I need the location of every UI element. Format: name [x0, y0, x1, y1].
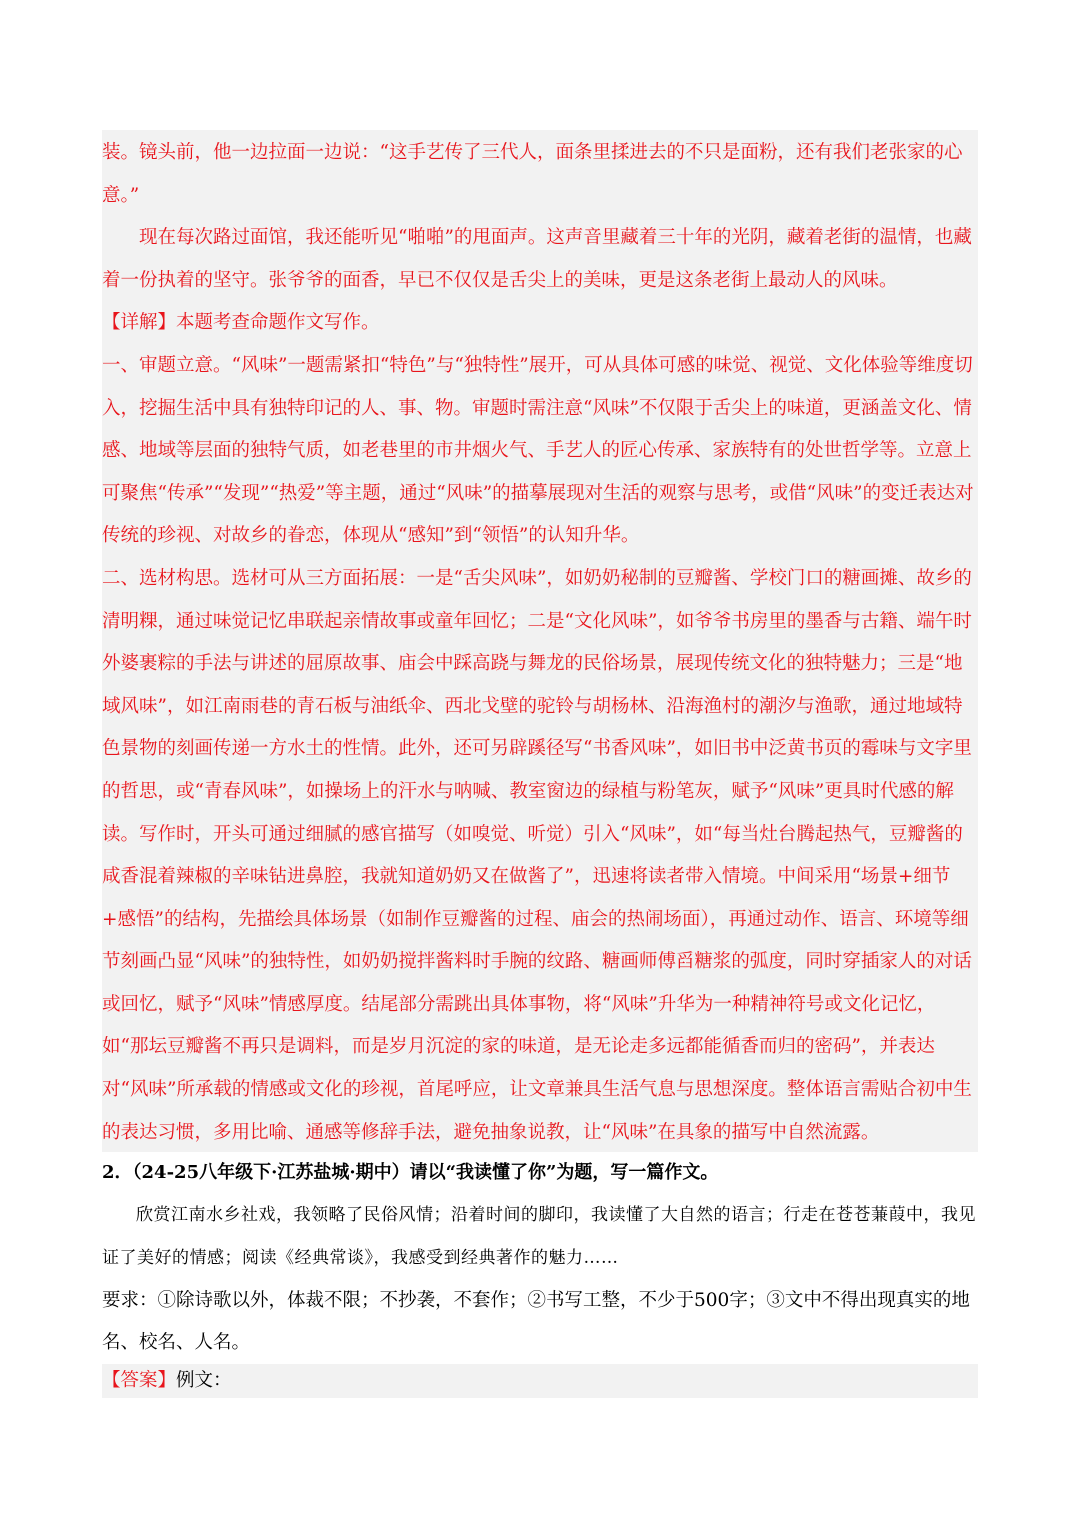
- analysis-heading: 【详解】本题考查命题作文写作。: [102, 312, 380, 334]
- question-2-title: 2．（24-25八年级下·江苏盐城·期中）请以“我读懂了你”为题，写一篇作文。: [102, 1162, 719, 1183]
- question-2-prompt: 欣赏江南水乡社戏，我领略了民俗风情；沿着时间的脚印，我读懂了大自然的语言；行走在苍苍蒹葭中，我见证了美好的情感；阅读《经典常谈》，我感受到经典著作的魅力……: [102, 1205, 976, 1268]
- answer-shaded-block: [102, 130, 978, 1152]
- answer-tag: 【答案】: [102, 1370, 177, 1391]
- answer-label-block: [102, 1364, 978, 1398]
- answer-text: 例文：: [176, 1370, 232, 1391]
- essay-paragraph-end: 装。镜头前，他一边拉面一边说：“这手艺传了三代人，面条里揉进去的不只是面粉，还有我们老张家的心意。”: [102, 142, 963, 206]
- answer-label: [102, 1364, 978, 1398]
- analysis-part-1: 一、审题立意。“风味”一题需紧扣“特色”与“独特性”展开，可从具体可感的味觉、视觉、文化体验等维度切入，挖掘生活中具有独特印记的人、事、物。审题时需注意“风味”不仅限于舌尖上的味道，更涵盖文化、情感、地域等层面的独特气质，如老巷里的市井烟火气、手艺人的匠心传承、家族特有的处世哲学等。立意上可聚焦“传承”“发现”“热爱”等主题，通过“风味”的描摹展现对生活的观察与思考，或借“风味”的变迁表达对传统的珍视、对故乡的眷恋，体现从“感知”到“领悟”的认知升华。: [102, 354, 974, 547]
- essay-paragraph-final: 现在每次路过面馆，我还能听见“啪啪”的甩面声。这声音里藏着三十年的光阴，藏着老街的温情，也藏着一份执着的坚守。张爷爷的面香，早已不仅仅是舌尖上的美味，更是这条老街上最动人的风味。: [102, 227, 972, 291]
- question-2-requirements: 要求：①除诗歌以外，体裁不限；不抄袭，不套作；②书写工整，不少于500字；③文中不得出现真实的地名、校名、人名。: [102, 1290, 970, 1353]
- analysis-part-2: 二、选材构思。选材可从三方面拓展：一是“舌尖风味”，如奶奶秘制的豆瓣酱、学校门口的糖画摊、故乡的清明粿，通过味觉记忆串联起亲情故事或童年回忆；二是“文化风味”，如爷爷书房里的墨香与古籍、端午时外婆裹粽的手法与讲述的屈原故事、庙会中踩高跷与舞龙的民俗场景，展现传统文化的独特魅力；三是“地域风味”，如江南雨巷的青石板与油纸伞、西北戈壁的驼铃与胡杨林、沿海渔村的潮汐与渔歌，通过地域特色景物的刻画传递一方水土的性情。此外，还可另辟蹊径写“书香风味”，如旧书中泛黄书页的霉味与文字里的哲思，或“青春风味”，如操场上的汗水与呐喊、教室窗边的绿植与粉笔灰，赋予“风味”更具时代感的解读。写作时，开头可通过细腻的感官描写（如嗅觉、听觉）引入“风味”，如“每当灶台腾起热气，豆瓣酱的咸香混着辣椒的辛味钻进鼻腔，我就知道奶奶又在做酱了”，迅速将读者带入情境。中间采用“场景+细节+感悟”的结构，先描绘具体场景（如制作豆瓣酱的过程、庙会的热闹场面），再通过动作、语言、环境等细节刻画凸显“风味”的独特性，如奶奶搅拌酱料时手腕的纹路、糖画师傅舀糖浆的弧度，同时穿插家人的对话或回忆，赋予“风味”情感厚度。结尾部分需跳出具体事物，将“风味”升华为一种精神符号或文化记忆，如“那坛豆瓣酱不再只是调料，而是岁月沉淀的家的味道，是无论走多远都能循香而归的密码”，并表达对“风味”所承载的情感或文化的珍视，首尾呼应，让文章兼具生活气息与思想深度。整体语言需贴合初中生的表达习惯，多用比喻、通感等修辞手法，避免抽象说教，让“风味”在具象的描写中自然流露。: [102, 567, 972, 1143]
